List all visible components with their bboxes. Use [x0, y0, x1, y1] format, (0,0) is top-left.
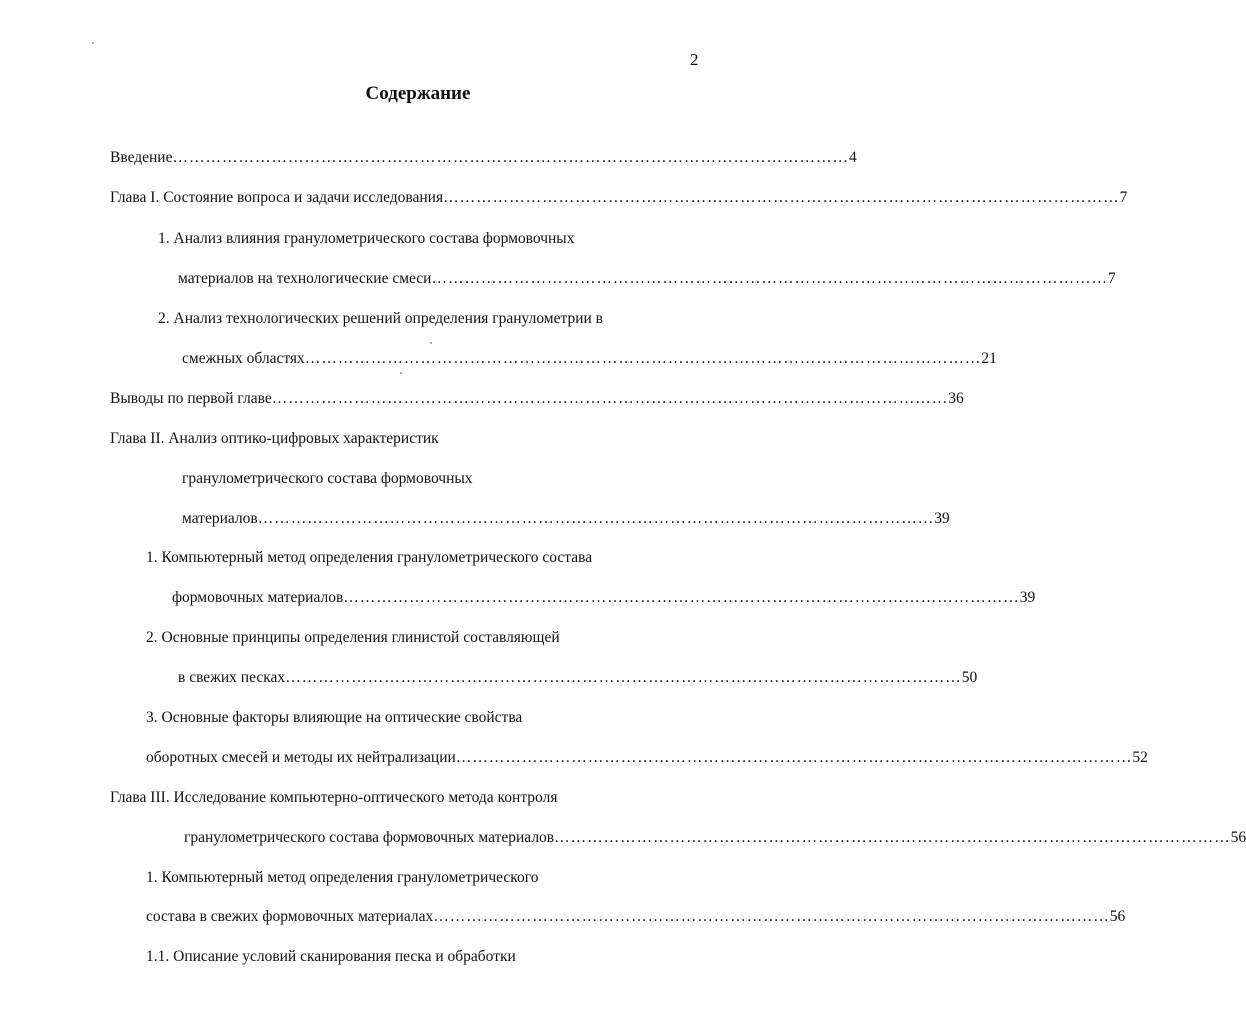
leader-dots: ……………………………………………………………………………………………………………: [433, 908, 1110, 925]
scan-speck: [400, 372, 402, 374]
page-number: 2: [690, 50, 699, 69]
toc-entry: [146, 708, 522, 728]
toc-entry-text: смежных областях: [182, 350, 305, 367]
toc-entry-text: материалов на технологические смеси: [178, 270, 432, 287]
toc-entry-text: 2. Анализ технологических решений определения гранулометрии в: [158, 310, 603, 327]
toc-entry: [178, 668, 978, 688]
toc-entry-text: в свежих песках: [178, 669, 286, 686]
toc-entry: [146, 548, 592, 568]
leader-dots: ……………………………………………………………………………………………………………: [304, 350, 982, 367]
toc-entry: [178, 269, 1116, 289]
toc-entry: [110, 148, 857, 168]
toc-entry-page: 21: [981, 350, 997, 367]
leader-dots: ……………………………………………………………………………………………………………: [271, 390, 949, 407]
toc-entry-text: 1. Анализ влияния гранулометрического состава формовочных: [158, 230, 575, 247]
toc-entry-text: Глава I. Состояние вопроса и задачи исследования: [110, 189, 444, 206]
toc-entry: [182, 349, 997, 369]
toc-entry-page: 7: [1119, 189, 1128, 206]
toc-entry-page: 36: [948, 390, 964, 407]
toc-entry-text: Глава III. Исследование компьютерно-оптического метода контроля: [110, 789, 558, 806]
toc-entry: [158, 229, 574, 249]
toc-entry-page: 50: [961, 669, 978, 686]
toc-entry-text: 1. Компьютерный метод определения гранулометрического состава: [146, 549, 593, 566]
leader-dots: ……………………………………………………………………………………………………………: [443, 189, 1120, 206]
toc-entry-text: гранулометрического состава формовочных материалов: [184, 829, 555, 846]
toc-entry: [158, 309, 603, 329]
toc-entry: [182, 469, 473, 489]
toc-entry-text: 1.1. Описание условий сканирования песка и обработки: [146, 948, 516, 965]
toc-entry: [146, 868, 539, 888]
leader-dots: ……………………………………………………………………………………………………………: [172, 149, 849, 166]
toc-entry-text: 2. Основные принципы определения глинистой составляющей: [146, 629, 560, 646]
leader-dots: ……………………………………………………………………………………………………………: [455, 749, 1133, 766]
toc-entry: [172, 588, 1036, 608]
scan-speck: [430, 342, 432, 344]
toc-entry-text: состава в свежих формовочных материалах: [146, 908, 434, 925]
toc-entry-text: 3. Основные факторы влияющие на оптические свойства: [146, 709, 523, 726]
toc-entry: [110, 429, 439, 449]
toc-entry: [110, 788, 557, 808]
leader-dots: ……………………………………………………………………………………………………………: [285, 669, 962, 686]
toc-entry-page: 4: [848, 149, 857, 166]
toc-entry-text: Введение: [110, 149, 173, 166]
toc-entry-text: Глава II. Анализ оптико-цифровых характеристик: [110, 430, 439, 447]
toc-entry: [146, 907, 1126, 927]
leader-dots: ……………………………………………………………………………………………………………: [431, 270, 1108, 287]
toc-entry-text: материалов: [182, 510, 258, 527]
leader-dots: ……………………………………………………………………………………………………………: [257, 510, 935, 527]
toc-entry: [146, 947, 516, 967]
toc-entry-text: оборотных смесей и методы их нейтрализации: [146, 749, 456, 766]
page-title: Содержание: [365, 83, 471, 104]
toc-entry-text: формовочных материалов: [172, 589, 344, 606]
toc-entry: [110, 188, 1128, 208]
toc-entry-page: 56: [1109, 908, 1126, 925]
scan-speck: [92, 42, 94, 44]
toc-entry-page: 39: [934, 510, 950, 527]
toc-entry-text: 1. Компьютерный метод определения гранулометрического: [146, 869, 539, 886]
toc-entry-text: гранулометрического состава формовочных: [182, 470, 473, 487]
toc-entry: [182, 509, 950, 529]
toc-entry-text: Выводы по первой главе: [110, 390, 272, 407]
toc-entry: [146, 748, 1148, 768]
toc-entry-page: 52: [1132, 749, 1148, 766]
toc-entry: [110, 389, 964, 409]
leader-dots: ……………………………………………………………………………………………………………: [343, 589, 1020, 606]
leader-dots: ……………………………………………………………………………………………………………: [554, 829, 1231, 846]
toc-entry: [184, 828, 1246, 848]
toc-entry: [146, 628, 560, 648]
toc-entry-page: 39: [1019, 589, 1036, 606]
toc-entry-page: 7: [1107, 270, 1116, 287]
toc-entry-page: 56: [1230, 829, 1246, 846]
